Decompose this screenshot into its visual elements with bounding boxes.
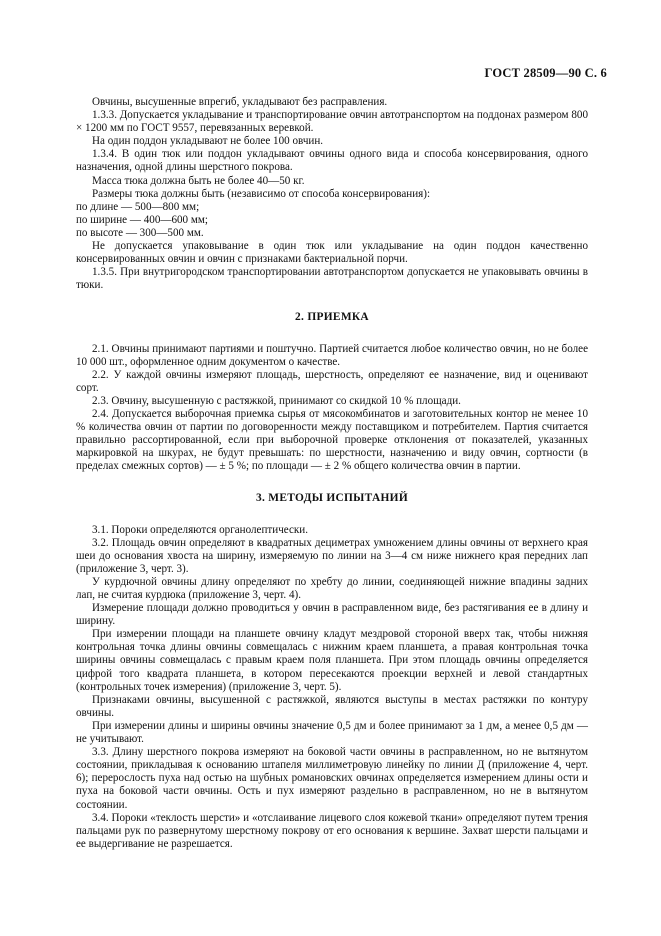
paragraph-3-3: 3.3. Длину шерстного покрова измеряют на боковой части овчины в расправленном, но не вытянутом состоянии, прикладывая к основанию штапеля миллиметровую линейку по линии Д (приложение 4, черт. 6); перерослость пуха над остью на шубных романовских овчинах определяется измерением длины ости и пуха на боковой части овчины. Ость и пух измеряют раздельно в расправленном, но не в вытянутом состоянии. [76, 746, 588, 811]
paragraph-3-2: 3.2. Площадь овчин определяют в квадратных дециметрах умножением длины овчины от верхнего края шеи до основания хвоста на ширину, измеряемую по линии на 3—4 см ниже нижнего края передних лап (приложение 3, черт. 3). [76, 536, 588, 575]
paragraph-3-1: 3.1. Пороки определяются органолептически. [92, 523, 308, 536]
page-content [76, 96, 588, 851]
section-2-body [76, 343, 588, 474]
paragraph-2-3: 2.3. Овчину, высушенную с растяжкой, принимают со скидкой 10 % площади. [92, 394, 461, 407]
list-item: по ширине — 400—600 мм; [76, 213, 208, 226]
paragraph-2-4: 2.4. Допускается выборочная приемка сырья от мясокомбинатов и заготовительных контор не менее 10 % количества овчин от партии по договоренности между поставщиком и потребителем. Партия считается правильно рассортированной, если при выборочной проверке отклонения от показателей, указанных маркировкой на шкурах, не будут превышать: по шерстности, назначению и виду овчин, сортности (в пределах смежных сортов) — ± 5 %; по площади — ± 2 % общего количества овчин в партии. [76, 407, 588, 473]
paragraph: У курдючной овчины длину определяют по хребту до линии, соединяющей нижние впадины задних лап, не считая курдюка (приложение 3, черт. 4). [76, 575, 588, 601]
section-heading-test-methods: 3. МЕТОДЫ ИСПЫТАНИЙ [255, 492, 408, 505]
section-3-body [76, 524, 588, 851]
paragraph-3-4: 3.4. Пороки «теклость шерсти» и «отслаивание лицевого слоя кожевой ткани» определяют путем трения пальцами рук по развернутому шерстному покрову от его основания к вершине. Захват шерсти пальцами и ее выдергивание не разрешается. [76, 811, 588, 850]
paragraph: При измерении площади на планшете овчину кладут мездровой стороной вверх так, чтобы нижняя контрольная точка длины овчины совмещалась с нижним краем планшета, а правая контрольная точка ширины овчины совмещалась с правым краем поля планшета. При этом площадь овчины определяется цифрой того квадрата планшета, в котором пересекаются проекции верхней и левой стандартных (контрольных точек измерения) (приложение 3, черт. 5). [76, 628, 588, 693]
paragraph: Масса тюка должна быть не более 40—50 кг. [92, 174, 305, 187]
list-item: по длине — 500—800 мм; [76, 200, 200, 213]
paragraph-1-3-3: 1.3.3. Допускается укладывание и транспортирование овчин автотранспортом на поддонах размером 800 × 1200 мм по ГОСТ 9557, перевязанных веревкой. [76, 109, 588, 135]
paragraph: Размеры тюка должны быть (независимо от способа консервирования): [92, 187, 431, 200]
paragraph-1-3-4: 1.3.4. В один тюк или поддон укладывают овчины одного вида и способа консервирования, одного назначения, одной длины шерстного покрова. [76, 148, 588, 174]
paragraph-1-3-5: 1.3.5. При внутригородском транспортировании автотранспортом допускается не упаковывать овчины в тюки. [76, 266, 588, 292]
paragraph: Признаками овчины, высушенной с растяжкой, являются выступы в местах растяжки по контуру овчины. [76, 693, 588, 719]
paragraph: Измерение площади должно проводиться у овчин в расправленном виде, без растягивания ее в длину и ширину. [76, 602, 588, 628]
paragraph: На один поддон укладывают не более 100 овчин. [92, 135, 324, 148]
list-item: по высоте — 300—500 мм. [76, 226, 204, 239]
paragraph: Не допускается упаковывание в один тюк или укладывание на один поддон качественно консервированных овчин и овчин с признаками бактериальной порчи. [76, 240, 588, 266]
running-header: ГОСТ 28509—90 С. 6 [484, 66, 607, 80]
section-heading-acceptance: 2. ПРИЕМКА [295, 311, 369, 324]
section-1-tail [76, 96, 588, 292]
paragraph: Овчины, высушенные впрегиб, укладывают без расправления. [92, 96, 388, 108]
paragraph: При измерении длины и ширины овчины значение 0,5 дм и более принимают за 1 дм, а менее 0,5 дм — не учитывают. [76, 719, 588, 746]
paragraph-2-1: 2.1. Овчины принимают партиями и поштучно. Партией считается любое количество овчин, но не более 10 000 шт., оформленное одним документом о качестве. [76, 342, 588, 368]
paragraph-2-2: 2.2. У каждой овчины измеряют площадь, шерстность, определяют ее назначение, вид и оценивают сорт. [76, 368, 588, 394]
